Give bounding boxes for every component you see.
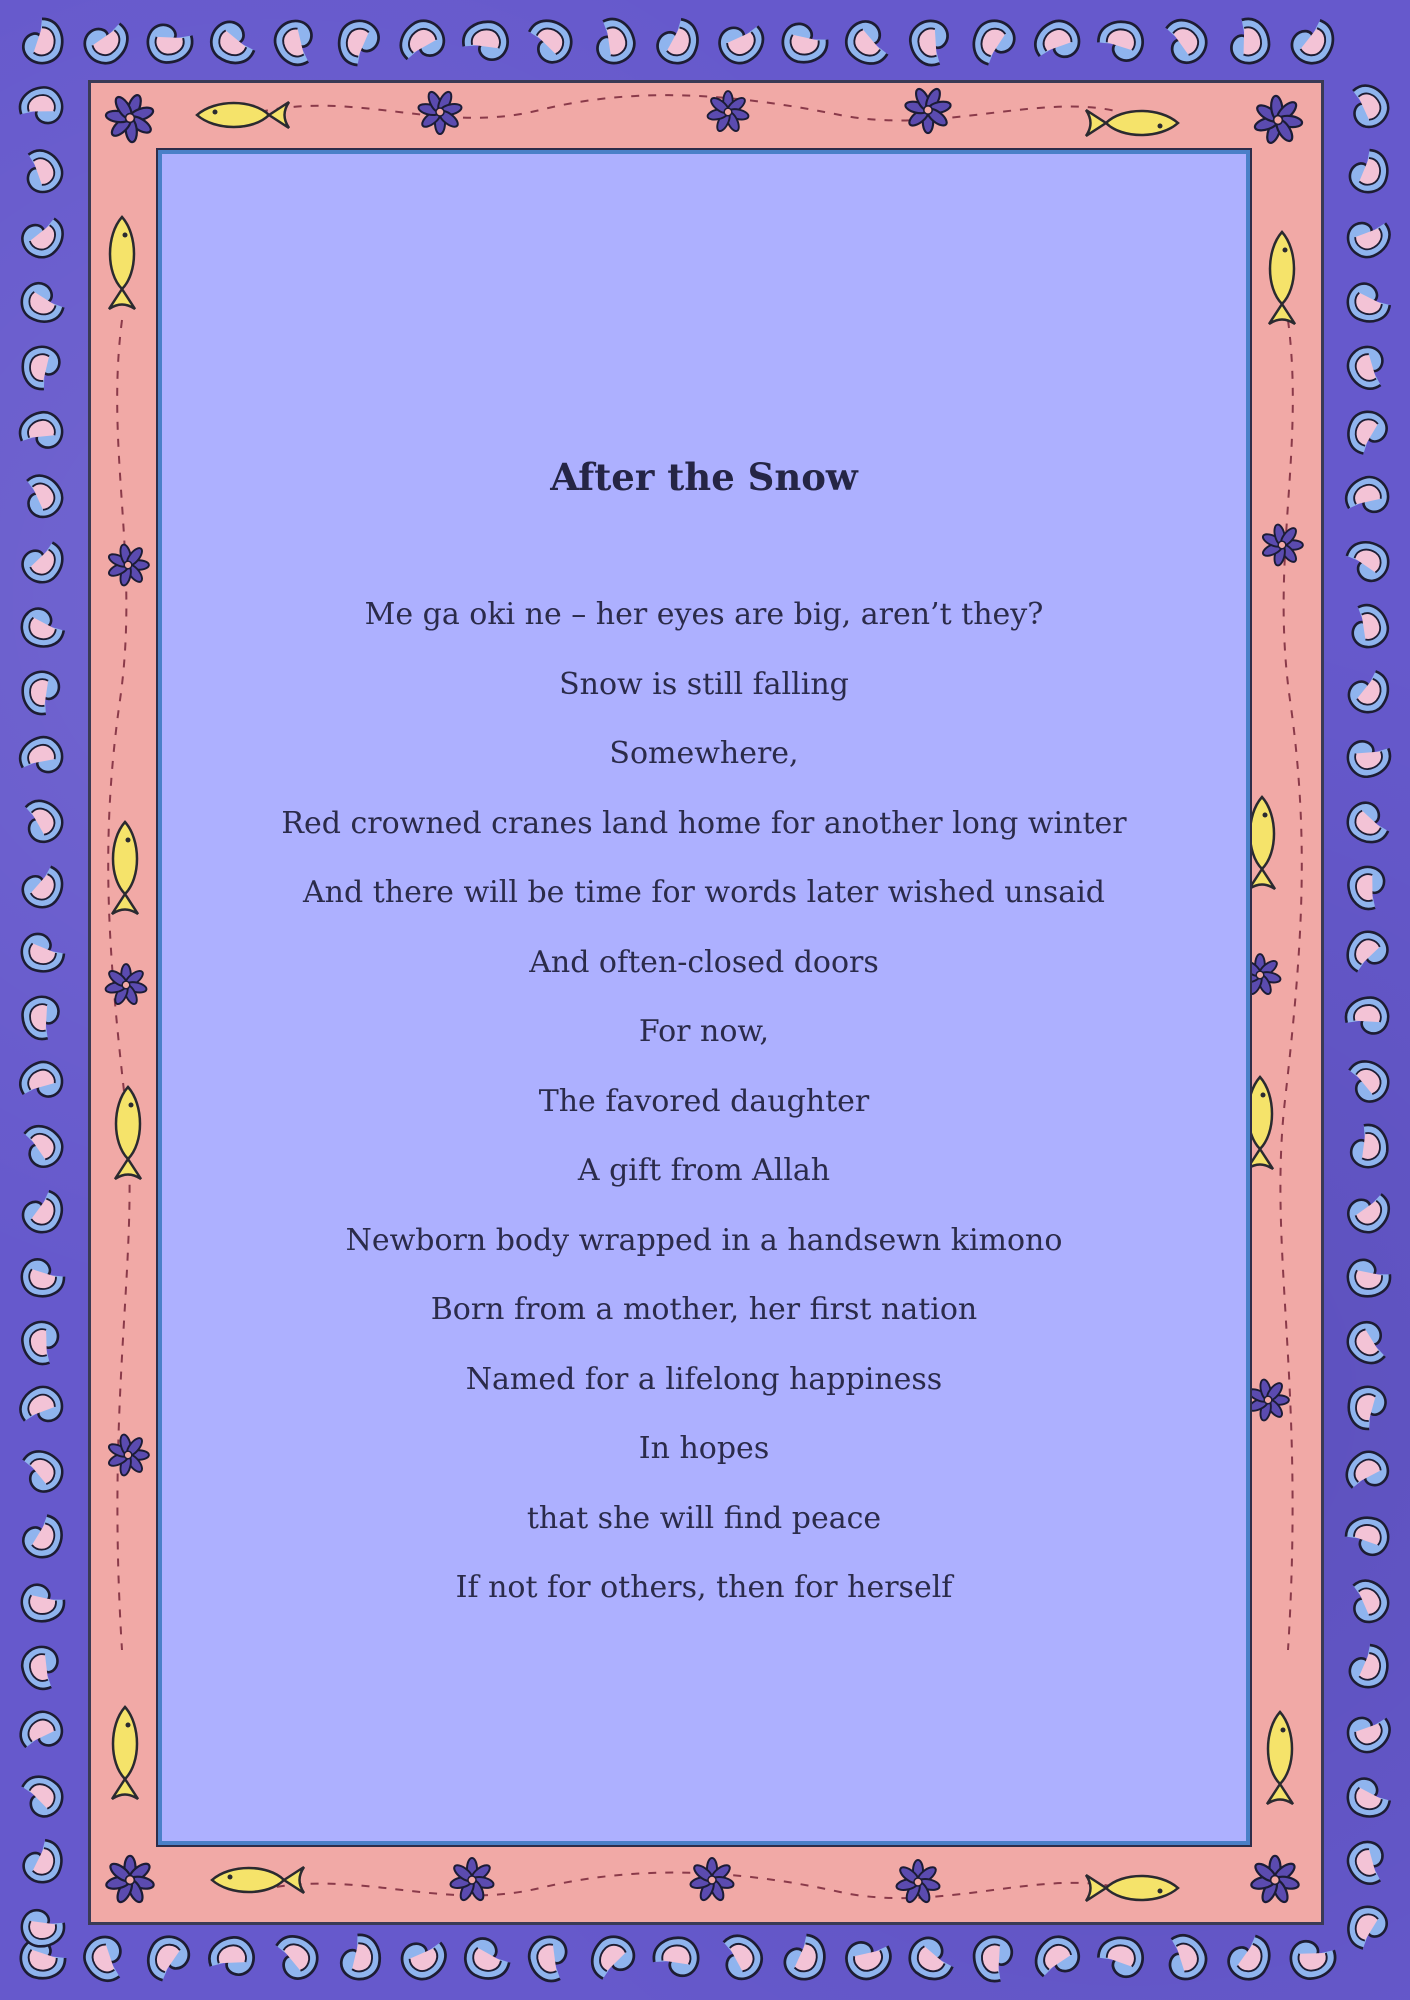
poem-line: Named for a lifelong happiness (465, 1361, 943, 1397)
fish-icon (1249, 797, 1275, 889)
poem-line: Born from a mother, her first nation (430, 1292, 978, 1327)
fish-icon (112, 822, 138, 914)
poem-line: that she will find peace (526, 1500, 882, 1536)
poem-line: And there will be time for words later wished unsaid (302, 875, 1105, 910)
poem-line: Me ga oki ne – her eyes are big, aren’t they? (364, 597, 1044, 632)
flower-icon (1250, 1856, 1300, 1904)
flower-icon (107, 544, 149, 587)
fish-icon (212, 1867, 304, 1893)
flower-icon (904, 87, 951, 133)
fish-icon (1247, 1077, 1273, 1169)
poem-body (158, 150, 1250, 1845)
poem-line: For now, (638, 1014, 770, 1049)
fish-icon (1086, 110, 1178, 136)
poem-line: Somewhere, (609, 736, 799, 771)
fish-icon (109, 217, 135, 309)
flower-icon (417, 90, 462, 134)
fish-icon (1086, 1875, 1178, 1901)
flower-icon (105, 1856, 155, 1904)
flower-icon (98, 87, 161, 149)
flower-icon (1261, 524, 1303, 567)
poem-lines (158, 580, 1250, 1623)
poem-line: Red crowned cranes land home for another long winter (281, 805, 1127, 841)
poem-line: Newborn body wrapped in a handsewn kimono (345, 1222, 1063, 1258)
fish-icon (197, 102, 289, 128)
flower-icon (689, 1858, 734, 1902)
dashed-wave-line (1280, 320, 1301, 1650)
flower-icon (105, 964, 148, 1006)
poem-line: And often-closed doors (529, 944, 879, 980)
poem-line: In hopes (638, 1431, 770, 1466)
poem-title: After the Snow (550, 455, 858, 499)
dashed-wave-line (260, 95, 1120, 120)
fish-icon (115, 1087, 141, 1179)
flower-icon (1247, 1379, 1289, 1422)
flower-icon (107, 1434, 149, 1477)
flower-icon (707, 91, 750, 133)
fish-icon (1267, 1712, 1293, 1804)
fish-icon (112, 1707, 138, 1799)
poem-line: If not for others, then for herself (455, 1570, 953, 1605)
poem-line: The favored daughter (538, 1083, 870, 1119)
poem-line: Snow is still falling (559, 666, 849, 702)
poem-line: A gift from Allah (577, 1153, 831, 1188)
fish-icon (1269, 232, 1295, 324)
flower-icon (1246, 89, 1309, 151)
